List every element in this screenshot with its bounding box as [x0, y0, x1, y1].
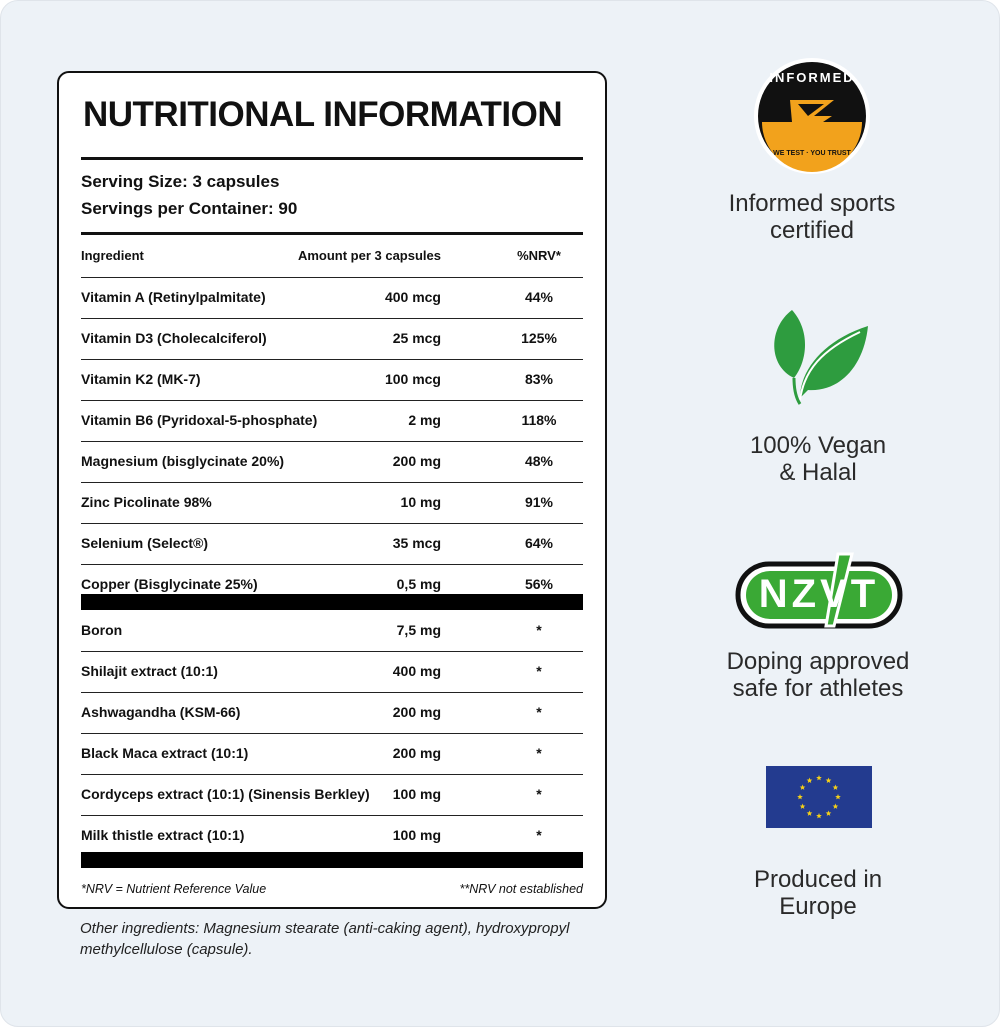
table-header-row: [81, 236, 583, 278]
header-nrv: %NRV*: [517, 248, 561, 263]
eu-caption: [698, 866, 938, 920]
vegan-caption-line1: 100% Vegan: [749, 432, 887, 459]
ingredient-nrv: 118%: [521, 412, 557, 428]
ingredient-amount: 200 mg: [392, 453, 441, 469]
table-row: [81, 815, 583, 856]
ingredient-amount: 100 mg: [392, 827, 441, 843]
nzvt-caption: [698, 648, 938, 702]
table-row: [81, 774, 583, 816]
ingredient-amount: 25 mcg: [392, 330, 441, 346]
ingredient-name: Boron: [81, 622, 123, 638]
nzvt-logo: [734, 550, 904, 637]
table-row: [81, 692, 583, 734]
nzvt-caption-line2: safe for athletes: [732, 675, 904, 702]
ingredient-amount: 7,5 mg: [396, 622, 441, 638]
ingredient-amount: 400 mg: [392, 663, 441, 679]
informed-sport-logo: [752, 56, 872, 181]
nzvt-caption-line1: Doping approved: [726, 648, 910, 675]
table-row: [81, 277, 583, 319]
title-divider: [81, 157, 583, 160]
ingredient-nrv: 91%: [524, 494, 554, 510]
header-ingredient: Ingredient: [81, 248, 144, 263]
ingredient-nrv: 56%: [524, 576, 554, 592]
other-ingredients: Other ingredients: Magnesium stearate (anti-caking agent), hydroxypropyl methylcellulose (capsule).: [80, 920, 570, 958]
footnote-nrv: *NRV = Nutrient Reference Value: [81, 882, 267, 896]
informed-caption-line2: certified: [769, 217, 855, 244]
informed-caption: [692, 190, 932, 244]
ingredient-amount: 0,5 mg: [396, 576, 441, 592]
table-row: [81, 651, 583, 693]
ingredient-nrv: *: [536, 663, 542, 679]
ingredient-name: Ashwagandha (KSM-66): [81, 704, 241, 720]
eu-caption-line1: Produced in: [753, 866, 883, 893]
ingredient-nrv: *: [536, 786, 542, 802]
informed-caption-line1: Informed sports: [728, 190, 896, 217]
table-row: [81, 733, 583, 775]
ingredient-name: Black Maca extract (10:1): [81, 745, 249, 761]
serving-size: Serving Size: 3 capsules: [81, 172, 280, 191]
ingredient-name: Copper (Bisglycinate 25%): [81, 576, 258, 592]
ingredient-nrv: *: [536, 704, 542, 720]
nutrition-label: [57, 71, 607, 909]
servings-per-container: Servings per Container: 90: [81, 199, 298, 218]
table-row: [81, 610, 583, 652]
leaf-icon: [764, 300, 874, 415]
table-row: [81, 482, 583, 524]
ingredient-name: Shilajit extract (10:1): [81, 663, 218, 679]
ingredient-name: Zinc Picolinate 98%: [81, 494, 212, 510]
informed-logo-text: INFORMED: [769, 70, 855, 85]
serving-divider: [81, 232, 583, 235]
table-row: [81, 523, 583, 565]
ingredient-amount: 10 mg: [400, 494, 441, 510]
eu-flag-icon: [766, 766, 872, 833]
ingredient-amount: 100 mg: [392, 786, 441, 802]
ingredient-name: Milk thistle extract (10:1): [81, 827, 245, 843]
table-row: [81, 441, 583, 483]
label-title: NUTRITIONAL INFORMATION: [83, 95, 563, 134]
bottom-divider-bar: [81, 852, 583, 868]
ingredient-nrv: *: [536, 622, 542, 638]
ingredient-name: Vitamin D3 (Cholecalciferol): [81, 330, 267, 346]
vegan-caption: [698, 432, 938, 486]
ingredient-nrv: *: [536, 827, 542, 843]
ingredient-amount: 100 mcg: [384, 371, 441, 387]
ingredient-amount: 200 mg: [392, 745, 441, 761]
ingredient-nrv: 125%: [521, 330, 557, 346]
eu-caption-line2: Europe: [779, 893, 857, 920]
ingredient-nrv: 44%: [524, 289, 554, 305]
footnote-not-established: **NRV not established: [459, 882, 583, 896]
ingredient-name: Magnesium (bisglycinate 20%): [81, 453, 285, 469]
ingredient-nrv: 48%: [524, 453, 554, 469]
ingredient-name: Vitamin A (Retinylpalmitate): [81, 289, 266, 305]
nzvt-logo-text: NZVT: [758, 572, 880, 616]
informed-logo-subtext: WE TEST · YOU TRUST: [773, 150, 851, 157]
header-amount: Amount per 3 capsules: [297, 248, 441, 263]
ingredient-amount: 2 mg: [408, 412, 441, 428]
table-row: [81, 400, 583, 442]
vegan-caption-line2: & Halal: [779, 459, 857, 486]
table-row: [81, 359, 583, 401]
section-divider-bar: [81, 594, 583, 610]
table-row: [81, 318, 583, 360]
ingredient-name: Cordyceps extract (10:1) (Sinensis Berkley): [81, 786, 370, 802]
ingredient-nrv: *: [536, 745, 542, 761]
ingredient-amount: 400 mcg: [384, 289, 441, 305]
ingredient-amount: 200 mg: [392, 704, 441, 720]
ingredient-name: Vitamin K2 (MK-7): [81, 371, 201, 387]
ingredient-name: Vitamin B6 (Pyridoxal-5-phosphate): [81, 412, 318, 428]
ingredient-nrv: 83%: [524, 371, 554, 387]
ingredient-name: Selenium (Select®): [81, 535, 209, 551]
ingredient-nrv: 64%: [524, 535, 554, 551]
ingredient-amount: 35 mcg: [392, 535, 441, 551]
